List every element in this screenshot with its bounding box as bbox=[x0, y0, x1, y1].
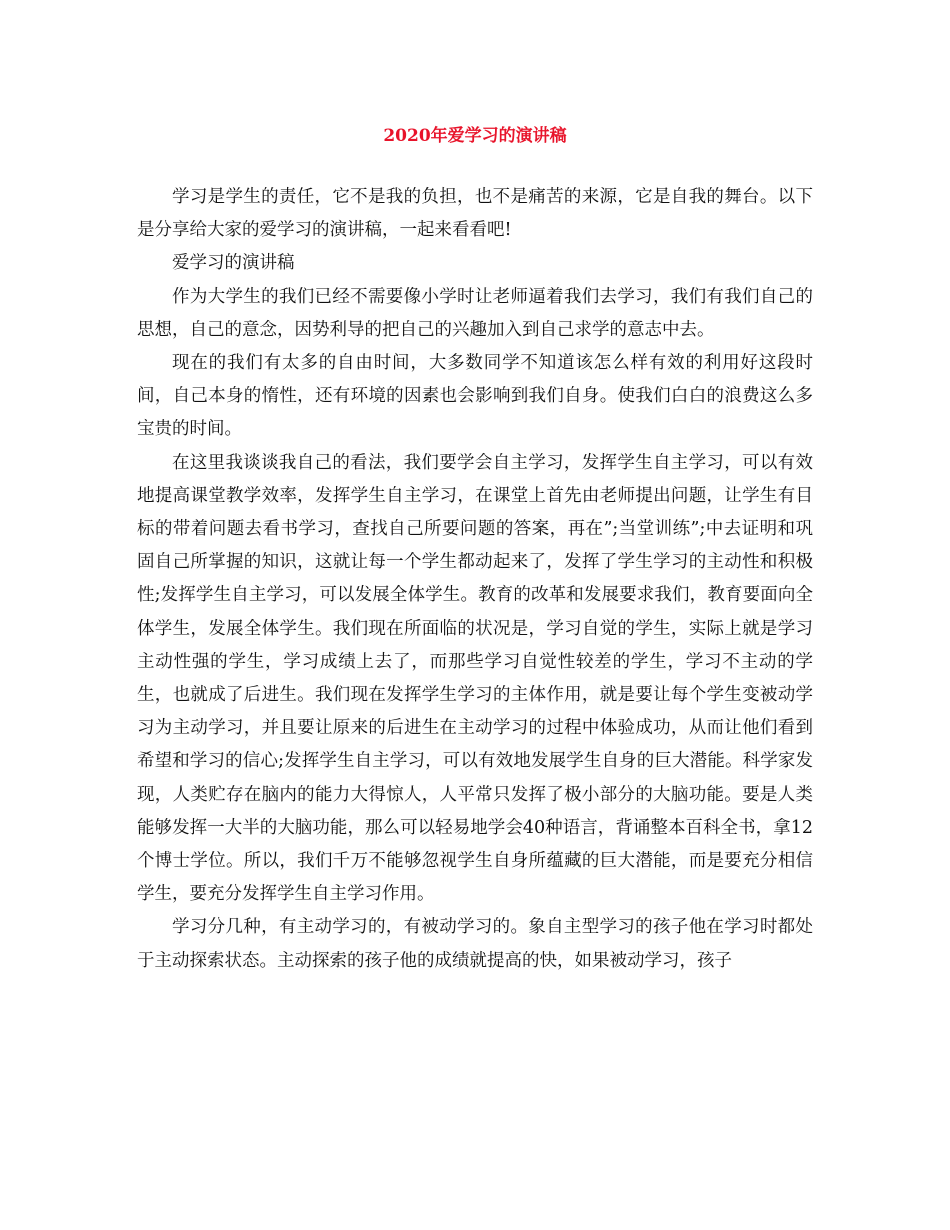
paragraph-subheading: 爱学习的演讲稿 bbox=[172, 253, 295, 274]
paragraph-body: 学习分几种，有主动学习的，有被动学习的。象自主型学习的孩子他在学习时都处于主动探索状态。主动探索的孩子他的成绩就提高的快，如果被动学习，孩子 bbox=[137, 917, 813, 971]
document-title: 2020年爱学习的演讲稿 bbox=[383, 126, 567, 146]
paragraph-body: 在这里我谈谈我自己的看法，我们要学会自主学习，发挥学生自主学习，可以有效地提高课堂教学效率，发挥学生自主学习，在课堂上首先由老师提出问题，让学生有目标的带着问题去看书学习，查找自己所要问题的答案，再在”;当堂训练”;中去证明和巩固自己所掌握的知识，这就让每一个学生都动起来了，发挥了学生学习的主动性和积极性;发挥学生自主学习，可以发展全体学生。教育的改革和发展要求我们，教育要面向全体学生，发展全体学生。我们现在所面临的状况是，学习自觉的学生，实际上就是学习主动性强的学生，学习成绩上去了，而那些学习自觉性较差的学生，学习不主动的学生，也就成了后进生。我们现在发挥学生学习的主体作用，就是要让每个学生变被动学习为主动学习，并且要让原来的后进生在主动学习的过程中体验成功，从而让他们看到希望和学习的信心;发挥学生自主学习，可以有效地发展学生自身的巨大潜能。科学家发现，人类贮存在脑内的能力大得惊人，人平常只发挥了极小部分的大脑功能。要是人类能够发挥一大半的大脑功能，那么可以轻易地学会40种语言，背诵整本百科全书，拿12个博士学位。所以，我们千万不能够忽视学生自身所蕴藏的巨大潜能，而是要充分相信学生，要充分发挥学生自主学习作用。 bbox=[137, 452, 813, 905]
paragraph-body: 现在的我们有太多的自由时间，大多数同学不知道该怎么样有效的利用好这段时间，自己本身的惰性，还有环境的因素也会影响到我们自身。使我们白白的浪费这么多宝贵的时间。 bbox=[137, 353, 813, 440]
document-body bbox=[137, 181, 813, 978]
paragraph-intro: 学习是学生的责任，它不是我的负担，也不是痛苦的来源，它是自我的舞台。以下是分享给大家的爱学习的演讲稿，一起来看看吧! bbox=[137, 187, 813, 241]
paragraph-body: 作为大学生的我们已经不需要像小学时让老师逼着我们去学习，我们有我们自己的思想，自己的意念，因势利导的把自己的兴趣加入到自己求学的意志中去。 bbox=[137, 286, 813, 340]
